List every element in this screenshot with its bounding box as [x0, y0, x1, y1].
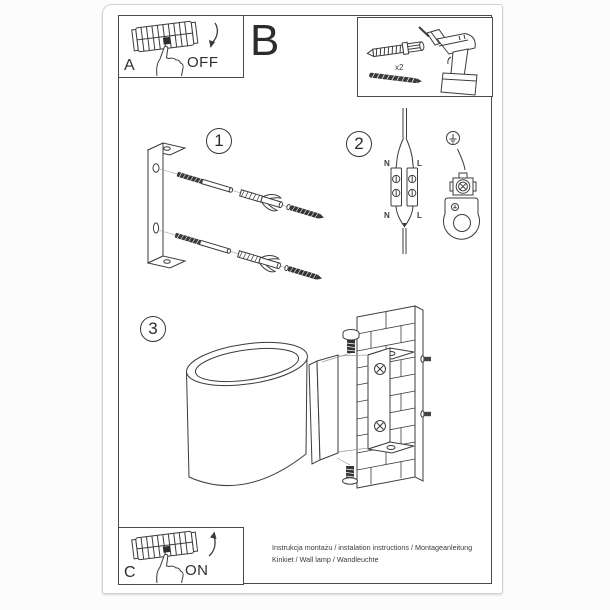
set-screw-bottom-icon — [337, 458, 358, 484]
ground-terminal-icon — [450, 173, 476, 195]
lamp-mounting-illustration — [170, 302, 432, 502]
neutral-label-top: N — [384, 159, 390, 168]
arrow-down-icon — [212, 23, 217, 43]
breaker-panel-off-illustration — [129, 18, 241, 78]
step-3-number: 3 — [148, 319, 158, 338]
wiring-diagram-illustration — [380, 102, 486, 257]
power-on-box — [118, 527, 244, 585]
step-1-number: 1 — [214, 131, 224, 150]
screw-anchor-assembly-top — [158, 161, 327, 225]
wall-screw-icon — [421, 356, 431, 362]
neutral-label-bottom: N — [384, 211, 390, 220]
screw-icon — [369, 72, 422, 83]
box-a-label: A — [124, 57, 135, 74]
box-c-label: C — [124, 564, 136, 581]
mounting-bracket-icon — [148, 143, 185, 268]
anchor-screw-drill-illustration — [359, 19, 492, 96]
drill-icon — [419, 27, 477, 95]
step-2-number: 2 — [354, 134, 364, 153]
line-label-top: L — [417, 159, 422, 168]
bracket-and-screws-illustration — [140, 118, 330, 290]
hand-icon — [157, 554, 184, 583]
parts-tools-box — [357, 17, 493, 97]
wall-plug-icon — [367, 40, 425, 59]
lamp-rear-mount-icon — [309, 355, 338, 464]
step-2-badge — [346, 131, 372, 157]
hand-icon — [157, 46, 184, 76]
set-screw-top-icon — [322, 330, 359, 363]
step-3-badge — [140, 316, 166, 342]
footer-text — [272, 542, 487, 565]
wall-screw-icon — [421, 411, 431, 417]
anchor-quantity-label: x2 — [395, 63, 404, 72]
lamp-cylinder-icon — [184, 336, 310, 486]
footer-line-1: Instrukcja montażu / instalation instructions / Montageanleitung — [272, 543, 473, 552]
footer-line-2: Kinkiet / Wall lamp / Wandleuchte — [272, 554, 379, 564]
round-mounting-plate-icon — [444, 198, 480, 239]
off-label: OFF — [187, 54, 219, 71]
screw-anchor-assembly-bottom — [156, 222, 325, 286]
cable-and-terminal-blocks — [391, 108, 418, 254]
section-b-label: B — [250, 16, 280, 65]
ground-symbol-icon — [447, 132, 460, 145]
on-label: ON — [185, 562, 209, 579]
ground-wire — [458, 149, 466, 170]
line-label-bottom: L — [417, 211, 422, 220]
power-off-box — [118, 15, 244, 78]
